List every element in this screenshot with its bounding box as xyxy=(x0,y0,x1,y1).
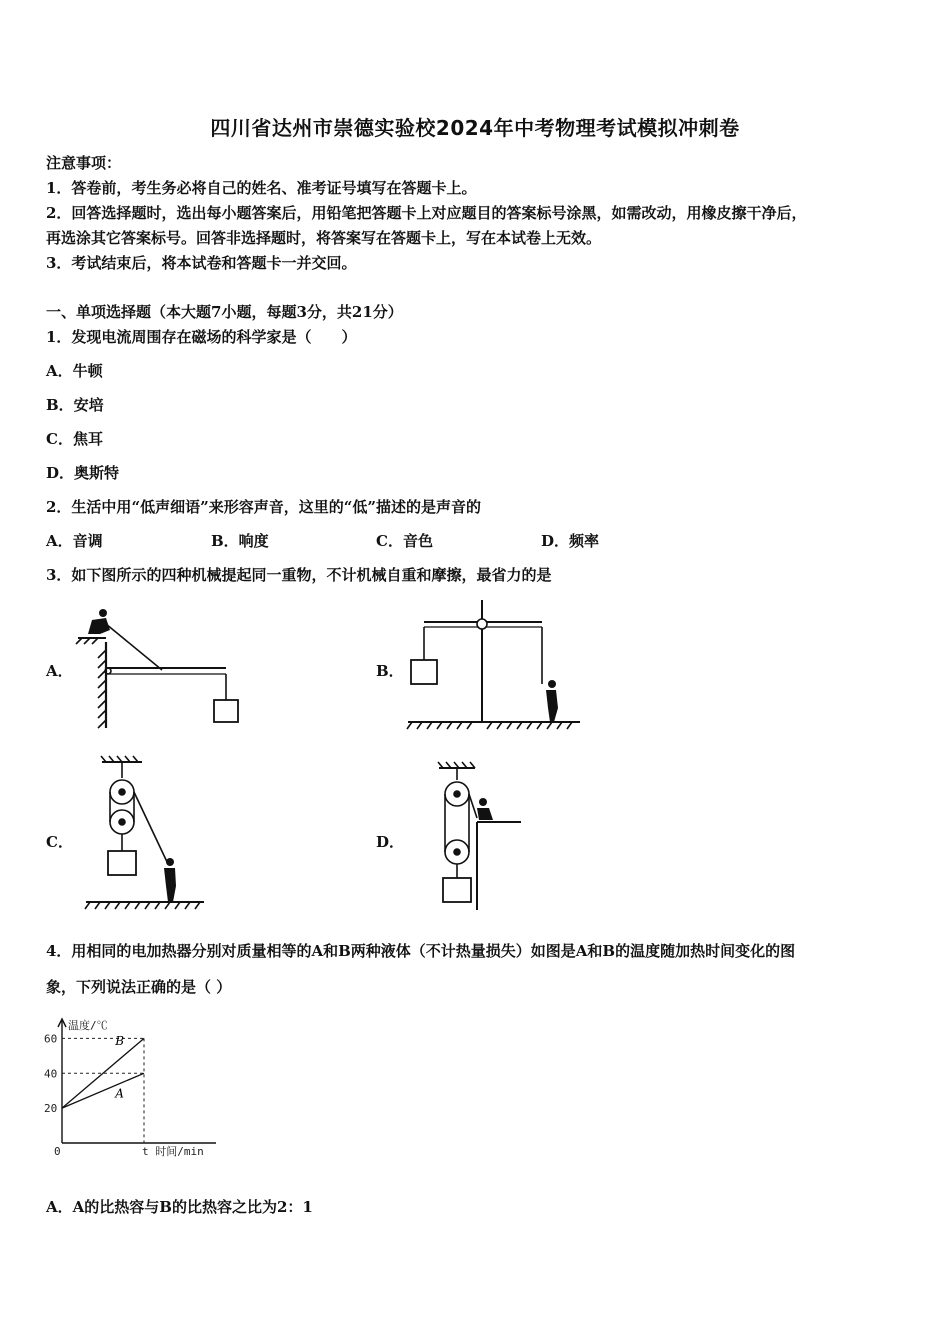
page-title: 四川省达州市崇德实验校2024年中考物理考试模拟冲刺卷 xyxy=(210,116,740,140)
series-label-a: A xyxy=(115,1086,124,1101)
section-heading: 一、单项选择题（本大题7小题，每题3分，共21分） xyxy=(46,303,403,321)
question-2-stem: 2．生活中用“低声细语”来形容声音，这里的“低”描述的是声音的 xyxy=(46,498,481,516)
notes-item: 1．答卷前，考生务必将自己的姓名、准考证号填写在答题卡上。 xyxy=(46,179,477,197)
q2-option-c: C．音色 xyxy=(376,532,433,550)
series-label-b: B xyxy=(115,1033,125,1048)
question-4-stem-line1: 4．用相同的电加热器分别对质量相等的A和B两种液体（不计热量损失）如图是A和B的温度随加热时间变化的图 xyxy=(46,942,796,960)
q1-option-b: B．安培 xyxy=(46,396,104,414)
series-line-a xyxy=(62,1073,144,1108)
notes-item: 2．回答选择题时，选出每小题答案后，用铅笔把答题卡上对应题目的答案标号涂黑，如需改动，用橡皮擦干净后， xyxy=(46,204,807,222)
notes-heading: 注意事项： xyxy=(46,154,122,172)
y-tick-label: 60 xyxy=(44,1032,58,1046)
q3-label-d: D． xyxy=(376,833,405,851)
q2-option-a: A．音调 xyxy=(46,532,103,550)
notes-item: 再选涂其它答案标号。回答非选择题时，将答案写在答题卡上，写在本试卷上无效。 xyxy=(46,229,602,247)
figure-pulley-d xyxy=(425,760,545,915)
q4-option-a: A．A的比热容与B的比热容之比为2：1 xyxy=(46,1198,313,1216)
temperature-time-chart xyxy=(40,1015,220,1160)
q3-label-c: C． xyxy=(46,833,73,851)
q2-option-b: B．响度 xyxy=(211,532,269,550)
q1-option-c: C．焦耳 xyxy=(46,430,103,448)
figure-pulley-c xyxy=(80,756,220,911)
q1-option-d: D．奥斯特 xyxy=(46,464,120,482)
q3-label-b: B． xyxy=(376,662,404,680)
q2-option-d: D．频率 xyxy=(541,532,600,550)
notes-item: 3．考试结束后，将本试卷和答题卡一并交回。 xyxy=(46,254,357,272)
q1-option-a: A．牛顿 xyxy=(46,362,103,380)
y-tick-label: 40 xyxy=(44,1067,58,1081)
origin-label: 0 xyxy=(54,1145,61,1158)
question-4-stem-line2: 象，下列说法正确的是（ ） xyxy=(46,978,232,996)
y-tick-label: 20 xyxy=(44,1102,58,1116)
question-3-stem: 3．如下图所示的四种机械提起同一重物，不计机械自重和摩擦，最省力的是 xyxy=(46,566,552,584)
x-axis-label: t 时间/min xyxy=(142,1145,204,1158)
figure-lever-post xyxy=(400,598,585,736)
figure-lever-wall xyxy=(70,600,250,735)
y-axis-label: 温度/℃ xyxy=(68,1019,108,1032)
q3-label-a: A． xyxy=(46,662,73,680)
question-1-stem: 1．发现电流周围存在磁场的科学家是（ ） xyxy=(46,328,357,346)
